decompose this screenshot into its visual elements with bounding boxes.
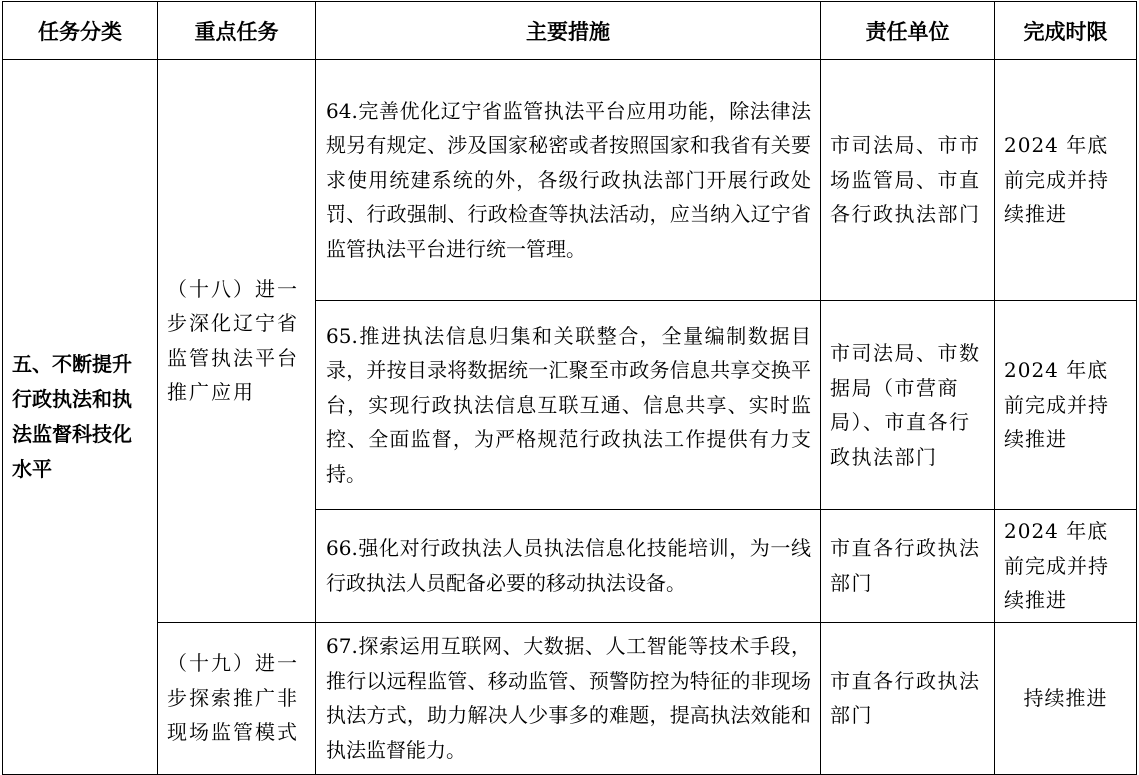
header-main-measures: 主要措施 [316,2,821,60]
table-row [3,622,1137,774]
deadline-cell: 2024 年底前完成并持续推进 [995,301,1137,510]
measure-cell: 67.探索运用互联网、大数据、人工智能等技术手段，推行以远程监管、移动监管、预警防控为特征的非现场执法方式，助力解决人少事多的难题，提高执法效能和执法监督能力。 [316,622,821,774]
key-task-cell: （十八）进一步深化辽宁省监管执法平台推广应用 [158,60,316,623]
measure-cell: 65.推进执法信息归集和关联整合，全量编制数据目录，并按目录将数据统一汇聚至市政务信息共享交换平台，实现行政执法信息互联互通、信息共享、实时监控、全面监督，为严格规范行政执法工作提供有力支持。 [316,301,821,510]
header-category: 任务分类 [3,2,158,60]
responsible-unit-cell: 市司法局、市市场监管局、市直各行政执法部门 [821,60,995,301]
header-deadline: 完成时限 [995,2,1137,60]
header-key-task: 重点任务 [158,2,316,60]
responsible-unit-cell: 市直各行政执法部门 [821,622,995,774]
deadline-cell: 2024 年底前完成并持续推进 [995,60,1137,301]
tasks-table [2,1,1137,775]
key-task-cell: （十九）进一步探索推广非现场监管模式 [158,622,316,774]
header-row [3,2,1137,60]
deadline-cell: 持续推进 [995,622,1137,774]
header-responsible-unit: 责任单位 [821,2,995,60]
deadline-cell: 2024 年底前完成并持续推进 [995,510,1137,623]
measure-cell: 66.强化对行政执法人员执法信息化技能培训，为一线行政执法人员配备必要的移动执法设备。 [316,510,821,623]
responsible-unit-cell: 市司法局、市数据局（市营商局）、市直各行政执法部门 [821,301,995,510]
measure-cell: 64.完善优化辽宁省监管执法平台应用功能，除法律法规另有规定、涉及国家秘密或者按照国家和我省有关要求使用统建系统的外，各级行政执法部门开展行政处罚、行政强制、行政检查等执法活动，应当纳入辽宁省监管执法平台进行统一管理。 [316,60,821,301]
table-row [3,60,1137,301]
responsible-unit-cell: 市直各行政执法部门 [821,510,995,623]
task-category-cell: 五、不断提升行政执法和执法监督科技化水平 [3,60,158,775]
